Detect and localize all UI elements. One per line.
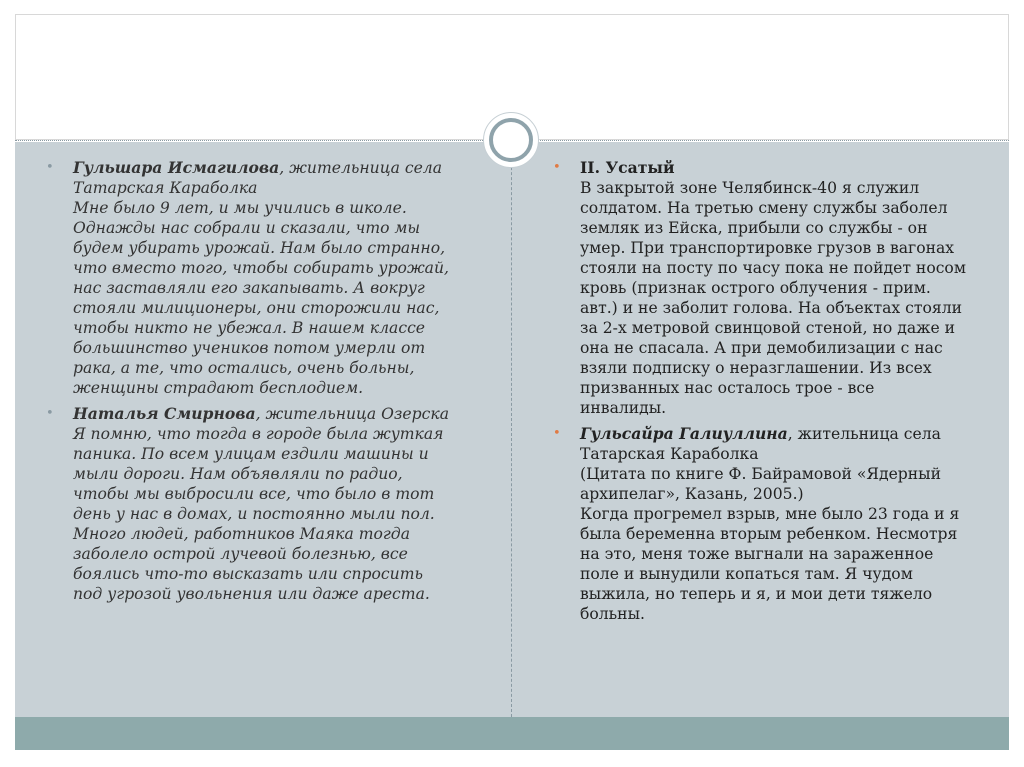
text-line: Я помню, что тогда в городе была жуткая [73,425,444,443]
text-line: больны. [580,605,645,623]
ring-ornament-icon [489,118,533,162]
testimony-item [46,158,486,398]
witness-desc: , жительница села [279,159,443,177]
text-line: Мне было 9 лет, и мы учились в школе. [73,199,407,217]
text-line: женщины страдают бесплодием. [73,379,364,397]
text-line: архипелаг», Казань, 2005.) [580,485,804,503]
testimony-item [553,424,993,624]
text-line: была беременна вторым ребенком. Несмотря [580,525,958,543]
testimony-item [46,404,486,604]
text-line: земляк из Ейска, прибыли со службы - он [580,219,928,237]
text-line: паника. По всем улицам ездили машины и [73,445,429,463]
text-line: поле и вынудили копаться там. Я чудом [580,565,913,583]
text-line: что вместо того, чтобы собирать урожай, [73,259,449,277]
text-line: нас заставляли его закапывать. А вокруг [73,279,425,297]
text-line: призванных нас осталось трое - все [580,379,875,397]
text-line: авт.) и не заболит голова. На объектах стояли [580,299,963,317]
witness-name: Гульсайра Галиуллина [580,424,788,443]
text-line: солдатом. На третью смену службы заболел [580,199,948,217]
witness-name: II. Усатый [580,158,675,177]
text-line: умер. При транспортировке грузов в вагонах [580,239,955,257]
text-line: В закрытой зоне Челябинск-40 я служил [580,179,920,197]
text-line: Татарская Караболка [580,445,759,463]
left-column-list [46,158,486,610]
witness-name: Наталья Смирнова [73,404,256,423]
text-line: чтобы никто не убежал. В нашем классе [73,319,426,337]
witness-name: Гульшара Исмагилова [73,158,280,177]
witness-desc: , жительница Озерска [255,405,449,423]
text-line: за 2-х метровой свинцовой стеной, но даже и [580,319,956,337]
text-line: боялись что-то высказать или спросить [73,565,423,583]
text-line: Много людей, работников Маяка тогда [73,525,410,543]
text-line: Однажды нас собрали и сказали, что мы [73,219,421,237]
text-line: день у нас в домах, и постоянно мыли пол. [73,505,435,523]
bullet-icon: • [553,426,561,441]
column-divider [511,142,512,717]
text-line: мыли дороги. Нам объявляли по радио, [73,465,403,483]
text-line: стояли на посту по часу пока не пойдет носом [580,259,966,277]
text-line: (Цитата по книге Ф. Байрамовой «Ядерный [580,465,941,483]
text-line: Татарская Караболка [73,179,258,197]
text-line: под угрозой увольнения или даже ареста. [73,585,430,603]
text-line: Когда прогремел взрыв, мне было 23 года и я [580,505,960,523]
text-line: кровь (признак острого облучения - прим. [580,279,931,297]
text-line: большинство учеников потом умерли от [73,339,426,357]
text-line: она не спасала. А при демобилизации с нас [580,339,943,357]
text-line: на это, меня тоже выгнали на зараженное [580,545,934,563]
text-line: стояли милиционеры, они сторожили нас, [73,299,440,317]
right-column-list [553,158,993,630]
witness-desc: , жительница села [787,425,941,443]
text-line: рака, а те, что остались, очень больны, [73,359,415,377]
text-line: выжила, но теперь и я, и мои дети тяжело [580,585,933,603]
bottom-band [15,717,1009,750]
text-line: заболело острой лучевой болезнью, все [73,545,408,563]
text-line: будем убирать урожай. Нам было странно, [73,239,446,257]
text-line: чтобы мы выбросили все, что было в тот [73,485,435,503]
testimony-item [553,158,993,418]
text-line: инвалиды. [580,399,667,417]
bullet-icon: • [553,160,561,175]
text-line: взяли подписку о неразглашении. Из всех [580,359,932,377]
